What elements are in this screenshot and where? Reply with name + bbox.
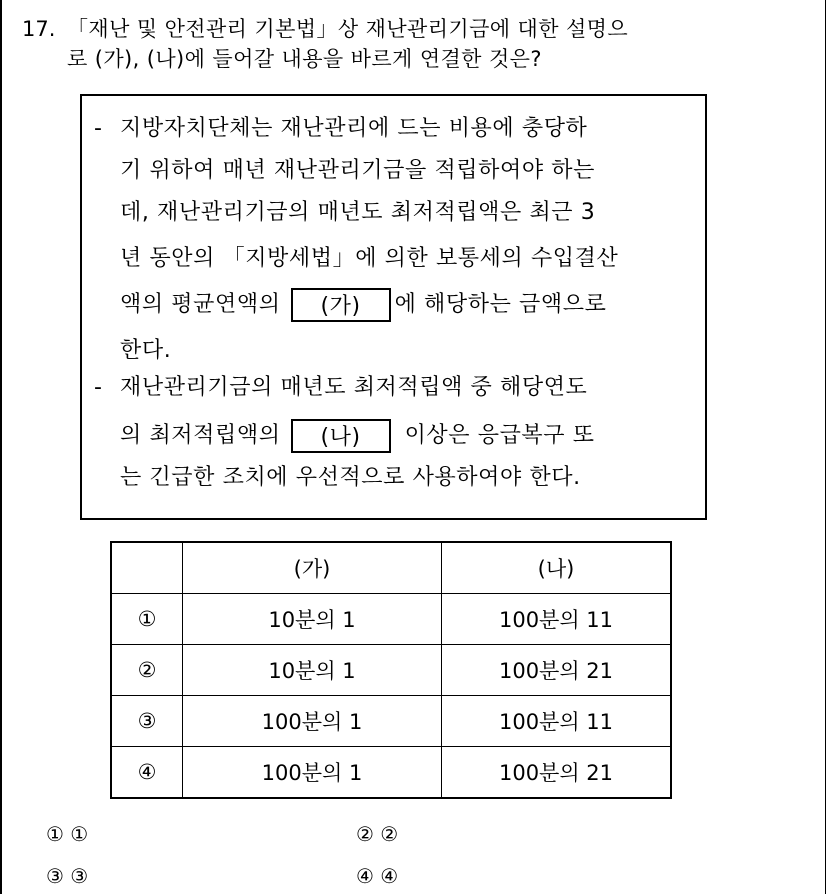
table-row — [111, 594, 671, 645]
table-cell: 100분의 21 — [442, 747, 672, 799]
table-header-cell: (나) — [442, 542, 672, 594]
table-row — [111, 645, 671, 696]
table-row — [111, 747, 671, 799]
choice-2-text: ② — [380, 822, 399, 846]
choice-3-text: ③ — [70, 864, 89, 888]
table-cell: ② — [111, 645, 183, 696]
question-text-line-1: 「재난 및 안전관리 기본법」상 재난관리기금에 대한 설명으 — [67, 17, 629, 41]
choice-1[interactable] — [46, 820, 88, 848]
choice-4-text: ④ — [380, 864, 399, 888]
table-cell: ③ — [111, 696, 183, 747]
table-cell: 100분의 1 — [183, 696, 442, 747]
table-header-cell — [111, 542, 183, 594]
passage-line-9: 는 긴급한 조치에 우선적으로 사용하여야 한다. — [120, 465, 581, 490]
passage-line-1: 지방자치단체는 재난관리에 드는 비용에 충당하 — [120, 116, 588, 141]
passage-line-7: 재난관리기금의 매년도 최저적립액 중 해당연도 — [120, 375, 588, 400]
choice-4[interactable] — [356, 862, 398, 890]
table-cell: 100분의 1 — [183, 747, 442, 799]
table-cell: 100분의 11 — [442, 594, 672, 645]
passage-line-2: 기 위하여 매년 재난관리기금을 적립하여야 하는 — [120, 158, 596, 183]
choice-1-text: ① — [70, 822, 89, 846]
table-header-cell: (가) — [183, 542, 442, 594]
passage-line-5-post: 에 해당하는 금액으로 — [394, 292, 607, 317]
table-cell: ① — [111, 594, 183, 645]
choice-3[interactable] — [46, 862, 88, 890]
table-cell: ④ — [111, 747, 183, 799]
passage-line-6: 한다. — [120, 338, 172, 363]
blank-ga-box: (가) — [291, 288, 391, 322]
table-cell: 100분의 21 — [442, 645, 672, 696]
passage-line-4: 년 동안의 「지방세법」에 의한 보통세의 수입결산 — [120, 246, 619, 271]
passage-box — [80, 94, 707, 520]
choice-2-number: ② — [356, 822, 374, 846]
choice-3-number: ③ — [46, 864, 64, 888]
page-left-border — [0, 0, 2, 894]
table-cell: 10분의 1 — [183, 645, 442, 696]
choice-1-number: ① — [46, 822, 64, 846]
question-number: 17. — [22, 17, 56, 41]
table-header-row — [111, 542, 671, 594]
bullet-dash: - — [94, 375, 102, 400]
bullet-dash: - — [94, 116, 102, 141]
passage-line-8 — [120, 419, 595, 453]
choice-4-number: ④ — [356, 864, 374, 888]
answer-table — [110, 541, 672, 799]
passage-line-5-pre: 액의 평균연액의 — [120, 292, 281, 317]
passage-line-3: 데, 재난관리기금의 매년도 최저적립액은 최근 3 — [120, 200, 596, 225]
passage-line-5 — [120, 288, 606, 322]
blank-na-box: (나) — [291, 419, 391, 453]
question-text-line-2: 로 (가), (나)에 들어갈 내용을 바르게 연결한 것은? — [67, 47, 542, 71]
table-cell: 10분의 1 — [183, 594, 442, 645]
passage-line-8-pre: 의 최저적립액의 — [120, 423, 281, 448]
table-cell: 100분의 11 — [442, 696, 672, 747]
choice-2[interactable] — [356, 820, 398, 848]
passage-line-8-post: 이상은 응급복구 또 — [404, 423, 595, 448]
table-row — [111, 696, 671, 747]
